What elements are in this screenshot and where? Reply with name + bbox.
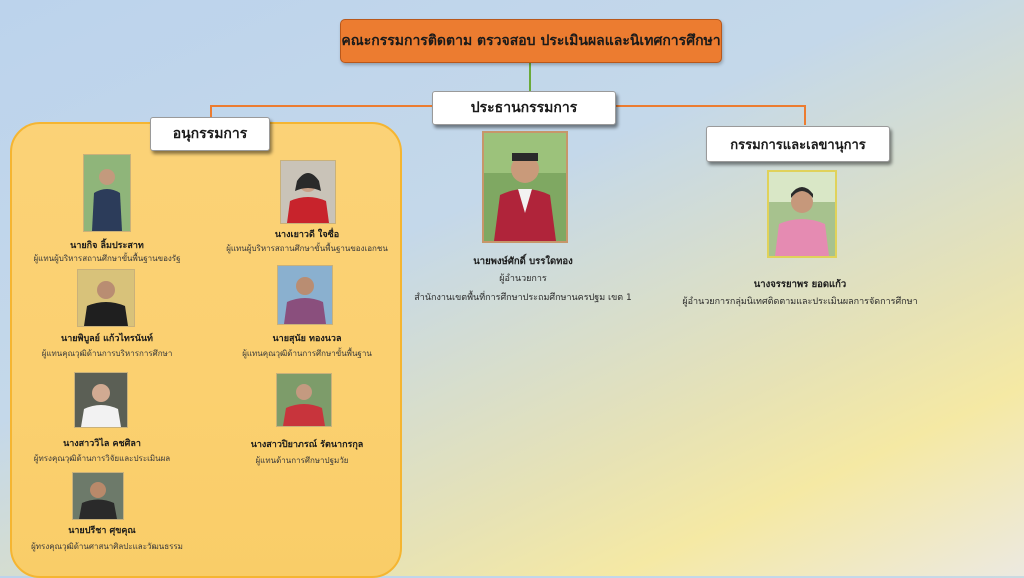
right-branch-drop — [804, 105, 806, 125]
secretary-photo — [767, 170, 837, 258]
subcommittee-heading: อนุกรรมการ — [150, 117, 270, 151]
member-name: นางเยาวดี ใจซื่อ — [274, 230, 340, 240]
member-role: ผู้แทนผู้บริหารสถานศึกษาขั้นพื้นฐานของเอกชน — [226, 244, 388, 253]
member-role: ผู้แทนคุณวุฒิด้านการบริหารการศึกษา — [41, 349, 173, 358]
member-name: นางสาววิไล คชศิลา — [63, 439, 141, 449]
member-name: นายพิบูลย์ แก้วไทรนันท์ — [61, 334, 153, 344]
member-photo — [276, 373, 332, 427]
member-role: ผู้แทนผู้บริหารสถานศึกษาขั้นพื้นฐานของรัฐ — [33, 254, 181, 263]
chair-name: นายพงษ์ศักดิ์ บรรใดทอง — [473, 256, 573, 267]
member-name: นายกิจ ลิ้มประสาท — [70, 241, 144, 251]
title-connector — [529, 61, 531, 91]
member-name: นายปรีชา ศุขคุณ — [68, 526, 136, 536]
secretary-heading: กรรมการและเลขานุการ — [706, 126, 890, 162]
chair-office: สำนักงานเขตพื้นที่การศึกษาประถมศึกษานครปฐม เขต 1 — [414, 293, 632, 303]
member-photo — [72, 472, 124, 520]
chair-role: ผู้อำนวยการ — [499, 274, 547, 284]
member-photo — [277, 265, 333, 325]
member-photo — [280, 160, 336, 224]
member-name: นายสุนัย ทองนวล — [272, 334, 342, 344]
member-photo — [74, 372, 128, 428]
member-role: ผู้ทรงคุณวุฒิด้านศาสนาศิลปะและวัฒนธรรม — [31, 542, 183, 551]
chair-heading: ประธานกรรมการ — [432, 91, 616, 125]
member-photo — [83, 154, 131, 232]
member-photo — [77, 269, 135, 327]
member-role: ผู้แทนด้านการศึกษาปฐมวัย — [255, 456, 349, 465]
secretary-name: นางจรรยาพร ยอดแก้ว — [753, 279, 847, 290]
member-name: นางสาวปิยาภรณ์ รัตนากรกุล — [250, 440, 364, 450]
secretary-role: ผู้อำนวยการกลุ่มนิเทศติดตามและประเมินผลการจัดการศึกษา — [682, 297, 918, 307]
member-role: ผู้แทนคุณวุฒิด้านการศึกษาขั้นพื้นฐาน — [242, 349, 372, 358]
chair-photo — [482, 131, 568, 243]
member-role: ผู้ทรงคุณวุฒิด้านการวิจัยและประเมินผล — [33, 454, 171, 463]
org-chart-title: คณะกรรมการติดตาม ตรวจสอบ ประเมินผลและนิเทศการศึกษา — [340, 19, 722, 63]
